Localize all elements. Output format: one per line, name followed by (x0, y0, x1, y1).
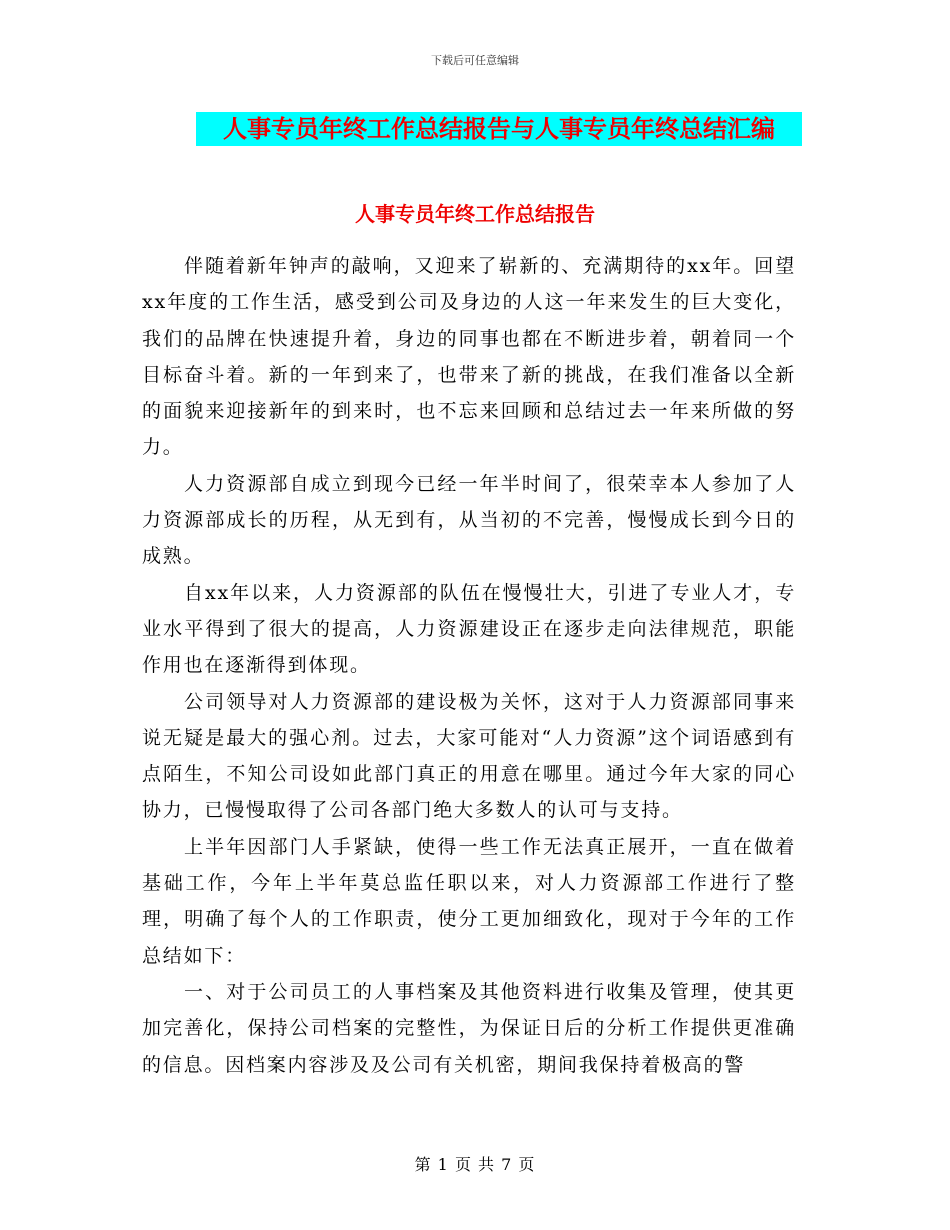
paragraph: 上半年因部门人手紧缺，使得一些工作无法真正展开，一直在做着基础工作，今年上半年莫总监任职以来，对人力资源部工作进行了整理，明确了每个人的工作职责，使分工更加细致化，现对于今年的工作总结如下： (142, 835, 796, 967)
page-header-note: 下载后可任意编辑 (431, 54, 519, 67)
main-title: 人事专员年终工作总结报告与人事专员年终总结汇编 (223, 115, 775, 143)
paragraph: 人力资源部自成立到现今已经一年半时间了，很荣幸本人参加了人力资源部成长的历程，从无到有，从当初的不完善，慢慢成长到今日的成熟。 (142, 472, 796, 568)
paragraph: 自xx年以来，人力资源部的队伍在慢慢壮大，引进了专业人才，专业水平得到了很大的提高，人力资源建设正在逐步走向法律规范，职能作用也在逐渐得到体现。 (142, 581, 796, 677)
paragraph: 伴随着新年钟声的敲响，又迎来了崭新的、充满期待的xx年。回望xx年度的工作生活，感受到公司及身边的人这一年来发生的巨大变化，我们的品牌在快速提升着，身边的同事也都在不断进步着，朝着同一个目标奋斗着。新的一年到来了，也带来了新的挑战，在我们准备以全新的面貌来迎接新年的到来时，也不忘来回顾和总结过去一年来所做的努力。 (142, 255, 796, 459)
main-title-highlight (196, 112, 802, 146)
body-text (142, 248, 796, 1083)
page-number: 第 1 页 共 7 页 (414, 1155, 536, 1174)
paragraph: 公司领导对人力资源部的建设极为关怀，这对于人力资源部同事来说无疑是最大的强心剂。过去，大家可能对“人力资源”这个词语感到有点陌生，不知公司设如此部门真正的用意在哪里。通过今年大家的同心协力，已慢慢取得了公司各部门绝大多数人的认可与支持。 (142, 690, 796, 822)
paragraph: 一、对于公司员工的人事档案及其他资料进行收集及管理，使其更加完善化，保持公司档案的完整性，为保证日后的分析工作提供更准确的信息。因档案内容涉及及公司有关机密，期间我保持着极高的警 (142, 980, 796, 1076)
section-title: 人事专员年终工作总结报告 (355, 202, 595, 226)
